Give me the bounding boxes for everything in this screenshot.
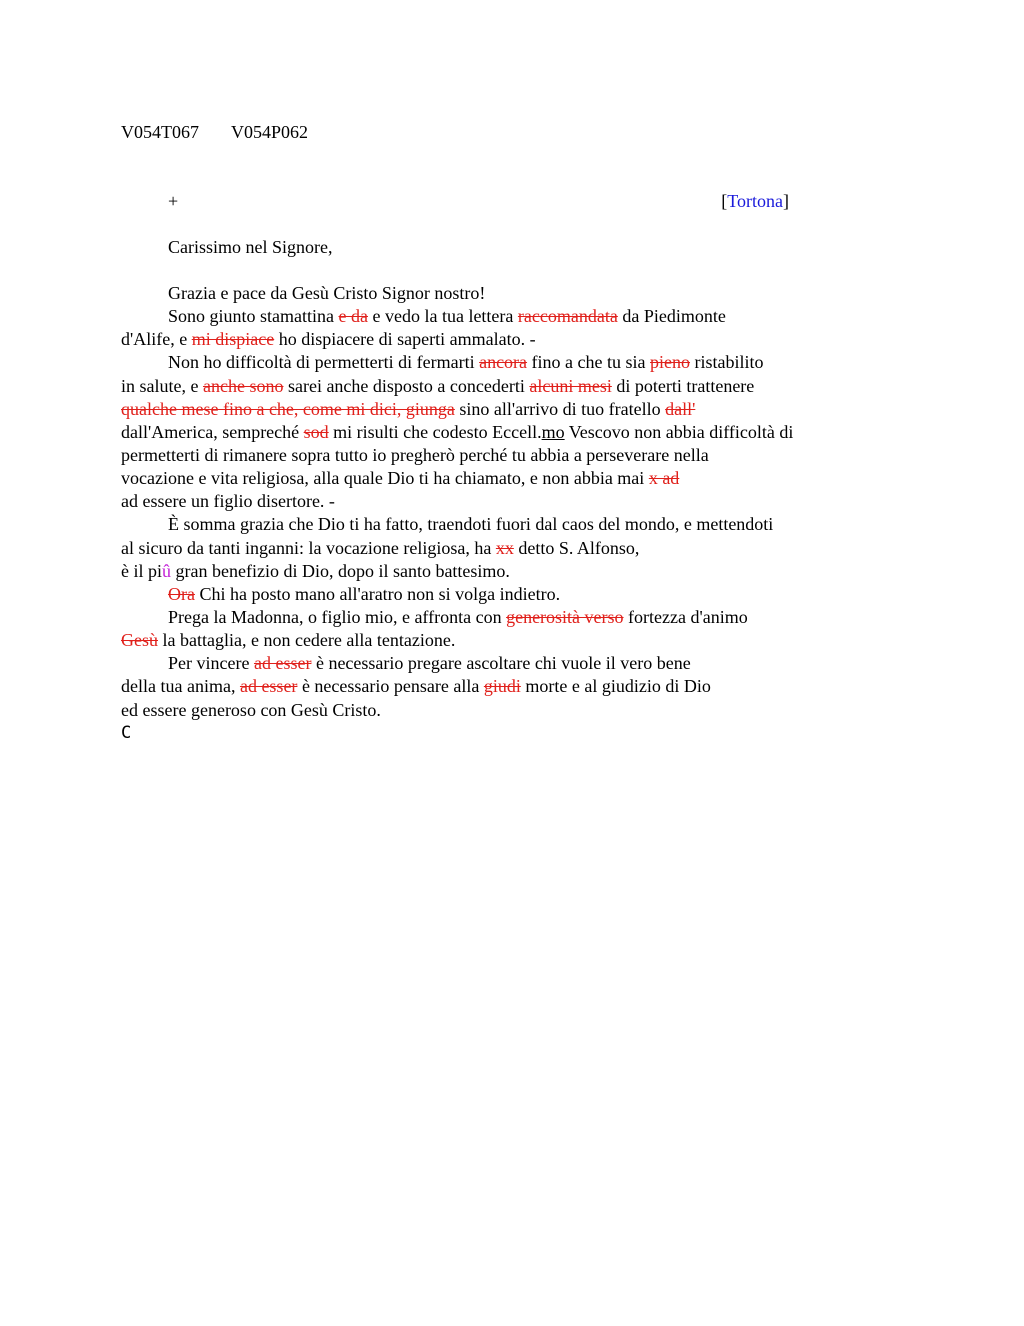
bracket-close: ] [783, 191, 789, 211]
text-span: permetterti di rimanere sopra tutto io pregherò perché tu abbia a perseverare nella [121, 444, 709, 465]
deleted-text: pieno [650, 352, 691, 373]
text-line-12 [121, 537, 911, 560]
text-span: È somma grazia che Dio ti ha fatto, traendoti fuori dal caos del mondo, e mettendoti [168, 514, 774, 535]
underlined-text: mo [541, 421, 565, 442]
deleted-text: x ad [648, 468, 680, 489]
text-span: Non ho difficoltà di permetterti di fermarti [168, 352, 480, 373]
deleted-text: alcuni mesi [529, 375, 612, 396]
page-code: V054P062 [231, 122, 309, 142]
text-line-4 [121, 351, 911, 374]
text-span: di poterti trattenere [611, 375, 755, 396]
text-span: è il pi [121, 560, 162, 581]
text-line-15 [121, 606, 911, 629]
text-line-17 [121, 652, 911, 675]
text-line-9 [121, 467, 911, 490]
text-span: e vedo la tua lettera [367, 306, 518, 327]
accent-letter: û [162, 560, 171, 581]
document-ids [121, 121, 308, 144]
text-line-5 [121, 375, 911, 398]
text-line-13 [121, 560, 911, 583]
letter-header [121, 190, 789, 213]
text-span: della tua anima, [121, 676, 240, 697]
text-span: d'Alife, e [121, 329, 192, 350]
text-span: dall'America, sempreché [121, 421, 304, 442]
end-mark: C [121, 722, 132, 743]
deleted-text: Gesù [121, 630, 158, 651]
text-span: Grazia e pace da Gesù Cristo Signor nostro! [168, 283, 486, 303]
text-span: è necessario pensare alla [297, 676, 484, 697]
deleted-text: e da [338, 306, 368, 327]
deleted-text: mi dispiace [191, 329, 275, 350]
text-line-1 [121, 282, 911, 305]
text-span: è necessario pregare ascoltare chi vuole il vero bene [311, 653, 691, 674]
bracket-open: [ [721, 191, 728, 211]
text-span: Prega la Madonna, o figlio mio, e affronta con [168, 606, 507, 627]
deleted-text: giudi [483, 676, 521, 697]
text-span: Chi ha posto mano all'aratro non si volga indietro. [194, 583, 561, 604]
deleted-text: raccomandata [517, 306, 618, 327]
text-span: sarei anche disposto a concederti [283, 375, 530, 396]
deleted-text: ad esser [253, 653, 312, 674]
text-span: vocazione e vita religiosa, alla quale Dio ti ha chiamato, e non abbia mai [121, 468, 649, 489]
deleted-text: ad esser [239, 676, 298, 697]
text-line-16 [121, 629, 911, 652]
deleted-text: sod [303, 421, 329, 442]
deleted-text: anche sono [202, 375, 284, 396]
text-span: fortezza d'animo [623, 606, 748, 627]
deleted-text: xx [495, 537, 514, 558]
text-code: V054T067 [121, 122, 199, 142]
text-span: ho dispiacere di saperti ammalato. - [274, 329, 536, 350]
text-span: in salute, e [121, 375, 203, 396]
text-line-19 [121, 699, 911, 722]
place-name: Tortona [727, 191, 783, 211]
text-line-6 [121, 398, 911, 421]
text-span: detto S. Alfonso, [513, 537, 640, 558]
letter-body [121, 282, 911, 745]
text-span: gran benefizio di Dio, dopo il santo battesimo. [171, 560, 510, 581]
text-span: Per vincere [168, 653, 254, 674]
text-span: morte e al giudizio di Dio [520, 676, 711, 697]
text-line-3 [121, 328, 911, 351]
deleted-text: Ora [168, 583, 195, 604]
text-span: Vescovo non abbia difficoltà di [564, 421, 794, 442]
text-span: ed essere generoso con Gesù Cristo. [121, 699, 381, 720]
deleted-text: qualche mese fino a che, come mi dici, giunga [121, 398, 455, 419]
text-line-10 [121, 490, 911, 513]
text-span: ad essere un figlio disertore. - [121, 491, 335, 512]
text-line-2 [121, 305, 911, 328]
text-span: mi risulti che codesto Eccell. [328, 421, 542, 442]
text-line-18 [121, 675, 911, 698]
deleted-text: dall' [665, 398, 696, 419]
text-span: al sicuro da tanti inganni: la vocazione religiosa, ha [121, 537, 496, 558]
text-span: Sono giunto stamattina [168, 306, 339, 327]
text-span: fino a che tu sia [527, 352, 651, 373]
text-line-14 [121, 583, 911, 606]
deleted-text: generosità verso [506, 606, 624, 627]
text-line-8 [121, 444, 911, 467]
cross-mark: + [168, 191, 179, 211]
text-line-11 [121, 513, 911, 536]
salutation: Carissimo nel Signore, [168, 237, 333, 257]
place-heading [721, 190, 789, 213]
text-line-7 [121, 421, 911, 444]
text-span: da Piedimonte [617, 306, 726, 327]
text-span: la battaglia, e non cedere alla tentazione. [158, 630, 456, 651]
text-span: sino all'arrivo di tuo fratello [454, 398, 666, 419]
text-span: ristabilito [690, 352, 764, 373]
deleted-text: ancora [479, 352, 528, 373]
